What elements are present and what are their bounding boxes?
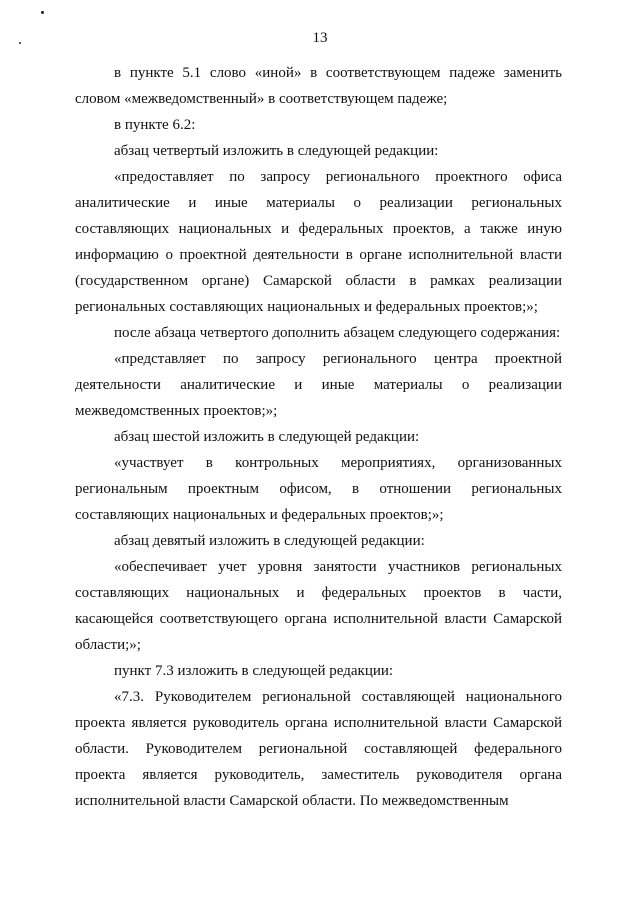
quoted-paragraph: «7.3. Руководителем региональной составляющей национального проекта является руководитель органа исполнительной власти Самарской области. Руководителем региональной составляющей федерального проекта является руководитель, заместитель руководителя органа исполнительной власти Самарской области. По межведомственным <box>75 689 562 809</box>
paragraph: абзац девятый изложить в следующей редакции: <box>114 533 425 549</box>
quoted-paragraph: «обеспечивает учет уровня занятости участников региональных составляющих национальных и федеральных проектов в части, касающейся соответствующего органа исполнительной власти Самарской области;»; <box>75 559 562 653</box>
quoted-paragraph: «предоставляет по запросу регионального проектного офиса аналитические и иные материалы о реализации региональных составляющих национальных и федеральных проектов, а также иную информацию о проектной деятельности в органе исполнительной власти (государственном органе) Самарской области в рамках реализации региональных составляющих национальных и федеральных проектов;»; <box>75 169 562 315</box>
paragraph: абзац четвертый изложить в следующей редакции: <box>114 143 439 159</box>
page-number: 13 <box>312 30 328 46</box>
paragraph: пункт 7.3 изложить в следующей редакции: <box>114 663 394 679</box>
paragraph: в пункте 5.1 слово «иной» в соответствующем падеже заменить словом «межведомственный» в соответствующем падеже; <box>75 65 562 107</box>
paragraph: абзац шестой изложить в следующей редакции: <box>114 429 420 445</box>
scan-speck <box>41 11 44 14</box>
paragraph: в пункте 6.2: <box>114 117 196 133</box>
quoted-paragraph: «участвует в контрольных мероприятиях, организованных региональным проектным офисом, в отношении региональных составляющих национальных и федеральных проектов;»; <box>75 455 562 523</box>
paragraph: после абзаца четвертого дополнить абзацем следующего содержания: <box>114 325 561 341</box>
quoted-paragraph: «представляет по запросу регионального центра проектной деятельности аналитические и иные материалы о реализации межведомственных проектов;»; <box>75 351 562 419</box>
document-body <box>75 60 562 814</box>
